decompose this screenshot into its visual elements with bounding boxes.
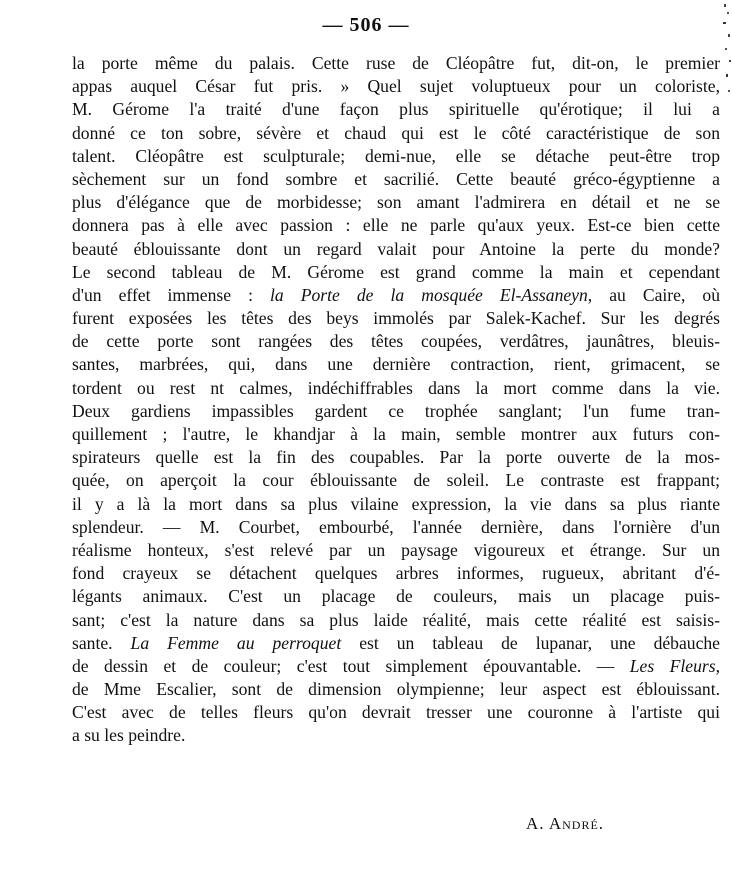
- text-line: splendeur. — M. Courbet, embourbé, l'année dernière, dans l'ornière d'un: [72, 516, 720, 537]
- text-line: il y a là la mort dans sa plus vilaine expression, la vie dans sa plus riante: [72, 493, 720, 514]
- text-line: réalisme honteux, s'est relevé par un paysage vigoureux et étrange. Sur un: [72, 539, 720, 560]
- text-line: [72, 632, 720, 655]
- text-line: donné ce ton sobre, sévère et chaud qui est le côté caractéristique de son: [72, 122, 720, 143]
- italic-title: La Femme au perroquet: [130, 632, 342, 653]
- author-signature: A. André.: [526, 814, 605, 833]
- page-number: — 506 —: [322, 14, 410, 36]
- text-line: de cette porte sont rangées des têtes coupées, verdâtres, jaunâtres, bleuis-: [72, 331, 720, 352]
- text-line: furent exposées les têtes des beys immolés par Salek-Kachef. Sur les degrés: [72, 308, 720, 329]
- text-line: sèchement sur un fond sombre et sacrilié. Cette beauté gréco-égyptienne a: [72, 168, 720, 189]
- text-segment: sante.: [72, 632, 131, 653]
- text-line: a su les peindre.: [72, 725, 186, 746]
- text-segment: d'un effet immense :: [72, 284, 271, 305]
- text-line: [72, 284, 720, 307]
- text-segment: , au Caire, où: [587, 284, 720, 305]
- text-line: beauté éblouissante dont un regard valait pour Antoine la perte du monde?: [72, 238, 720, 259]
- text-line: la porte même du palais. Cette ruse de Cléopâtre fut, dit-on, le premier: [72, 53, 720, 73]
- text-line: Deux gardiens impassibles gardent ce trophée sanglant; l'un fume tran-: [72, 400, 720, 421]
- text-line: [72, 655, 720, 678]
- italic-title: la Porte de la mosquée El-Assaneyn: [270, 284, 588, 305]
- text-segment: ,: [715, 655, 720, 676]
- text-segment: de dessin et de couleur; c'est tout simplement épouvantable. —: [72, 655, 630, 676]
- text-line: donnera pas à elle avec passion : elle ne parle qu'aux yeux. Est-ce bien cette: [72, 215, 720, 236]
- text-line: fond crayeux se détachent quelques arbres informes, rugueux, abritant d'é-: [72, 563, 720, 584]
- article-text: [72, 52, 720, 748]
- text-line: quillement ; l'autre, le khandjar à la main, semble montrer aux futurs con-: [72, 424, 720, 444]
- page-edge-specks: [718, 0, 732, 110]
- text-line: plus d'élégance que de morbidesse; son amant l'admirera en détail et ne se: [72, 192, 720, 213]
- text-line: quée, on aperçoit la cour éblouissante de soleil. Le contraste est frappant;: [72, 470, 720, 491]
- text-line: sant; c'est la nature dans sa plus laide réalité, mais cette réalité est saisis-: [72, 609, 720, 630]
- text-line: M. Gérome l'a traité d'une façon plus spirituelle qu'érotique; il lui a: [72, 99, 720, 120]
- italic-title: Les Fleurs: [629, 655, 716, 676]
- text-line: Le second tableau de M. Gérome est grand comme la main et cependant: [72, 261, 720, 282]
- text-segment: est un tableau de lupanar, une débauche: [341, 632, 720, 653]
- text-line: appas auquel César fut pris. » Quel sujet voluptueux pour un coloriste,: [72, 76, 720, 97]
- text-line: légants animaux. C'est un placage de couleurs, mais un placage puis-: [72, 586, 720, 607]
- text-line: spirateurs quelle est la fin des coupables. Par la porte ouverte de la mos-: [72, 447, 720, 468]
- text-line: tordent ou rest nt calmes, indéchiffrables dans la mort comme dans la vie.: [72, 377, 720, 398]
- text-line: de Mme Escalier, sont de dimension olympienne; leur aspect est éblouissant.: [72, 679, 720, 700]
- text-line: santes, marbrées, qui, dans une dernière contraction, rient, grimacent, se: [72, 354, 720, 375]
- text-line: C'est avec de telles fleurs qu'on devrait tresser une couronne à l'artiste qui: [72, 702, 720, 723]
- text-line: talent. Cléopâtre est sculpturale; demi-nue, elle se détache peut-être trop: [72, 145, 720, 166]
